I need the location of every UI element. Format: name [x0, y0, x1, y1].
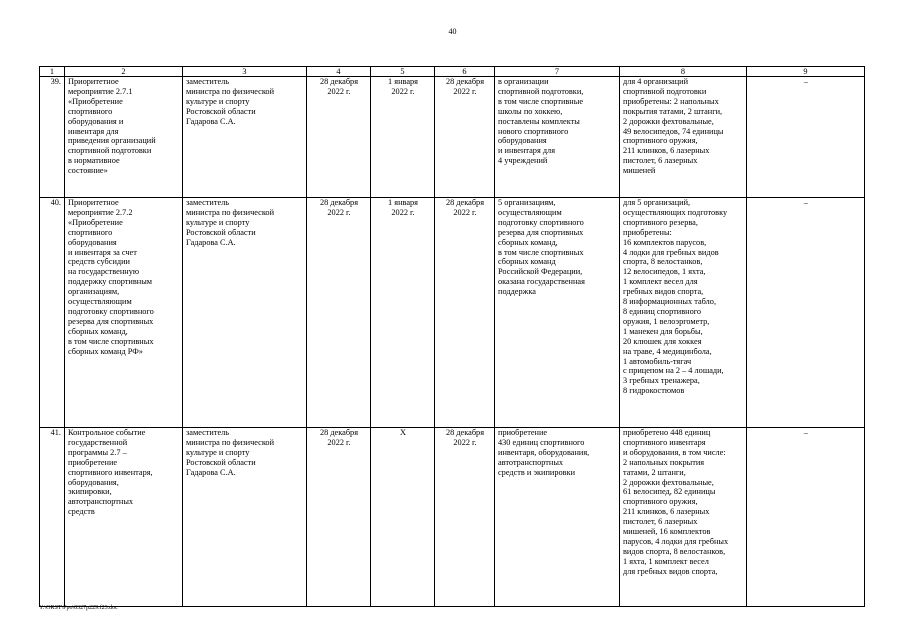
actual-result-cell — [620, 77, 747, 198]
cell-line: государственной — [68, 437, 128, 447]
cell-line: оборудования и — [68, 116, 124, 126]
cell-line: 4 учреждений — [498, 156, 548, 166]
cell-line: «Приобретение — [68, 217, 123, 227]
col-header-4: 4 — [307, 67, 371, 77]
cell-line: 2022 г. — [391, 207, 415, 217]
cell-line: 28 декабря — [319, 77, 359, 86]
responsible-cell — [183, 77, 307, 198]
cell-line: приобретение — [68, 457, 118, 467]
cell-line: спортивного резерва, — [623, 217, 698, 227]
table-row — [40, 428, 865, 607]
cell-line: состояние» — [68, 166, 108, 176]
cell-line: спортивной подготовки — [68, 146, 152, 156]
cell-line: сборных команд — [498, 257, 556, 267]
actual-result-cell — [620, 428, 747, 607]
cell-line: в организации — [498, 77, 549, 86]
cell-line: школы по хоккею, — [498, 106, 563, 116]
cell-line: видов спорта, 8 велостанков, — [623, 546, 726, 556]
cell-line: Контрольное событие — [68, 428, 146, 437]
cell-line: оказана государственная — [498, 277, 585, 287]
cell-line: 2 дорожки фехтовальные, — [623, 116, 714, 126]
cell-line: 1 января — [388, 77, 418, 86]
cell-line: Ростовской области — [186, 106, 256, 116]
table-row — [40, 198, 865, 428]
cell-line: парусов, 4 лодки для гребных — [623, 536, 729, 546]
actual-end-cell — [435, 198, 495, 428]
page-number: 40 — [448, 27, 457, 36]
column-number-row — [40, 67, 865, 77]
cell-line: 1 манекен для борьбы, — [623, 326, 703, 336]
plan-date-cell — [307, 198, 371, 428]
deviation-reason-cell: – — [747, 428, 865, 607]
cell-line: сборных команд РФ» — [68, 346, 143, 356]
cell-line: автотранспортных — [498, 457, 564, 467]
cell-line: 211 клинков, 6 лазерных — [623, 146, 710, 156]
cell-line: средств и экипировки — [498, 467, 576, 477]
planned-result-cell — [495, 198, 620, 428]
cell-line: спортивной подготовки — [623, 86, 707, 96]
cell-line: пистолет, 6 лазерных — [623, 156, 698, 166]
cell-line: министра по физической — [186, 207, 275, 217]
cell-line: 2022 г. — [327, 437, 351, 447]
col-header-9: 9 — [747, 67, 865, 77]
cell-line: спортивного оружия, — [623, 136, 698, 146]
cell-line: 28 декабря — [445, 198, 485, 207]
cell-line: 16 комплектов парусов, — [623, 237, 707, 247]
cell-line: министра по физической — [186, 437, 275, 447]
col-header-6: 6 — [435, 67, 495, 77]
cell-line: осуществляющим — [68, 297, 132, 307]
activity-name-cell — [65, 77, 183, 198]
cell-line: оборудования — [68, 237, 117, 247]
cell-line: спорта, 8 велостанков, — [623, 257, 703, 267]
cell-line: инвентаря, оборудования, — [498, 447, 590, 457]
col-header-1: 1 — [40, 67, 65, 77]
cell-line: «Приобретение — [68, 96, 123, 106]
col-header-8: 8 — [620, 67, 747, 77]
cell-line: 2 дорожки фехтовальные, — [623, 477, 714, 487]
col-header-2: 2 — [65, 67, 183, 77]
actual-start-cell — [371, 428, 435, 607]
cell-line: 2022 г. — [453, 207, 477, 217]
cell-line: 28 декабря — [445, 428, 485, 437]
cell-line: средств субсидии — [68, 257, 130, 267]
cell-line: культуре и спорту — [186, 447, 250, 457]
cell-line: заместитель — [186, 198, 230, 207]
cell-line: на государственную — [68, 267, 140, 277]
cell-line: подготовку спортивного — [498, 217, 584, 227]
row-number: 40. — [40, 198, 65, 428]
cell-line: инвентаря для — [68, 126, 119, 136]
cell-line: 2022 г. — [327, 207, 351, 217]
cell-line: нового спортивного — [498, 126, 569, 136]
cell-line: приобретение — [498, 428, 548, 437]
cell-line: программы 2.7 – — [68, 447, 127, 457]
cell-line: покрытия татами, 2 штанги, — [623, 106, 723, 116]
cell-line: спортивного инвентаря, — [68, 467, 153, 477]
cell-line: 8 гидрокостюмов — [623, 386, 685, 396]
cell-line: мишеней — [623, 166, 656, 176]
cell-line: 211 клинков, 6 лазерных — [623, 507, 710, 517]
cell-line: министра по физической — [186, 86, 275, 96]
cell-line: мишеней, 16 комплектов — [623, 527, 711, 537]
planned-result-cell — [495, 77, 620, 198]
cell-line: спортивного — [68, 106, 113, 116]
cell-line: экипировки, — [68, 487, 112, 497]
cell-line: пистолет, 6 лазерных — [623, 517, 698, 527]
responsible-cell — [183, 428, 307, 607]
cell-line: в нормативное — [68, 156, 120, 166]
cell-line: оружия, 1 велоэргометр, — [623, 316, 710, 326]
cell-line: мероприятие 2.7.2 — [68, 207, 133, 217]
row-number: 41. — [40, 428, 65, 607]
cell-line: в том числе спортивных — [68, 336, 154, 346]
cell-line: организациям, — [68, 287, 120, 297]
cell-line: спортивной подготовки, — [498, 86, 584, 96]
cell-line: Гадарова С.А. — [186, 467, 236, 477]
actual-start-cell — [371, 198, 435, 428]
cell-line: спортивного инвентаря — [623, 437, 706, 447]
col-header-3: 3 — [183, 67, 307, 77]
cell-line: приобретены: 2 напольных — [623, 96, 719, 106]
plan-date-cell — [307, 77, 371, 198]
actual-end-cell — [435, 77, 495, 198]
cell-line: резерва для спортивных — [68, 316, 154, 326]
cell-line: заместитель — [186, 428, 230, 437]
cell-line: 1 автомобиль-тягач — [623, 356, 692, 366]
cell-line: гребных видов спорта, — [623, 287, 704, 297]
cell-line: 3 гребных тренажера, — [623, 376, 700, 386]
cell-line: резерва для спортивных — [498, 227, 584, 237]
cell-line: 1 яхта, 1 комплект весел — [623, 556, 709, 566]
cell-line: 4 лодки для гребных видов — [623, 247, 719, 257]
cell-line: Ростовской области — [186, 227, 256, 237]
cell-line: Гадарова С.А. — [186, 237, 236, 247]
cell-line: 1 января — [388, 198, 418, 207]
cell-line: на траве, 4 медицинбола, — [623, 346, 712, 356]
cell-line: сборных команд, — [68, 326, 128, 336]
actual-end-cell — [435, 428, 495, 607]
cell-line: 28 декабря — [445, 77, 485, 86]
cell-line: поддержку спортивным — [68, 277, 153, 287]
cell-line: 28 декабря — [319, 428, 359, 437]
cell-line: Ростовской области — [186, 457, 256, 467]
cell-line: поддержка — [498, 287, 536, 297]
cell-line: и оборудования, в том числе: — [623, 447, 726, 457]
actual-start-cell — [371, 77, 435, 198]
plan-table — [39, 66, 865, 607]
cell-line: автотранспортных — [68, 497, 134, 507]
cell-line: Гадарова С.А. — [186, 116, 236, 126]
cell-line: 2022 г. — [327, 86, 351, 96]
cell-line: культуре и спорту — [186, 217, 250, 227]
cell-line: 2022 г. — [453, 437, 477, 447]
plan-date-cell — [307, 428, 371, 607]
cell-line: в том числе спортивных — [498, 247, 584, 257]
deviation-reason-cell: – — [747, 77, 865, 198]
cell-line: оборудования, — [68, 477, 119, 487]
cell-line: и инвентаря для — [498, 146, 556, 156]
cell-line: 8 информационных табло, — [623, 297, 717, 307]
planned-result-cell — [495, 428, 620, 607]
table-row — [40, 77, 865, 198]
deviation-reason-cell: – — [747, 198, 865, 428]
cell-line: приобретены: — [623, 227, 672, 237]
cell-line: для 4 организаций — [623, 77, 689, 86]
cell-line: осуществляющим — [498, 207, 562, 217]
cell-line: 5 организациям, — [498, 198, 556, 207]
cell-line: осуществляющих подготовку — [623, 207, 728, 217]
cell-line: 20 клюшек для хоккея — [623, 336, 702, 346]
cell-line: и инвентаря за счет — [68, 247, 137, 257]
cell-line: 12 велосипедов, 1 яхта, — [623, 267, 706, 277]
activity-name-cell — [65, 198, 183, 428]
cell-line: 2 напольных покрытия — [623, 457, 705, 467]
cell-line: для 5 организаций, — [623, 198, 691, 207]
cell-line: 28 декабря — [319, 198, 359, 207]
cell-line: Приоритетное — [68, 198, 119, 207]
cell-line: спортивного — [68, 227, 113, 237]
col-header-5: 5 — [371, 67, 435, 77]
file-path-footer: Y:\ORST\Ppo\0327p229.f23.doc — [39, 605, 118, 611]
cell-line: 2022 г. — [453, 86, 477, 96]
cell-line: культуре и спорту — [186, 96, 250, 106]
actual-result-cell — [620, 198, 747, 428]
cell-line: мероприятие 2.7.1 — [68, 86, 133, 96]
cell-line: средств — [68, 507, 95, 517]
cell-line: 8 единиц спортивного — [623, 306, 702, 316]
cell-line: татами, 2 штанги, — [623, 467, 686, 477]
cell-line: 49 велосипедов, 74 единицы — [623, 126, 724, 136]
col-header-7: 7 — [495, 67, 620, 77]
cell-line: с прицепом на 2 – 4 лошади, — [623, 366, 724, 376]
cell-line: 61 велосипед, 82 единицы — [623, 487, 716, 497]
cell-line: сборных команд, — [498, 237, 558, 247]
cell-line: 430 единиц спортивного — [498, 437, 585, 447]
cell-line: для гребных видов спорта, — [623, 566, 718, 576]
cell-line: приобретено 448 единиц — [623, 428, 711, 437]
row-number: 39. — [40, 77, 65, 198]
cell-line: Х — [400, 428, 406, 437]
cell-line: 2022 г. — [391, 86, 415, 96]
activity-name-cell — [65, 428, 183, 607]
cell-line: оборудования — [498, 136, 547, 146]
cell-line: в том числе спортивные — [498, 96, 584, 106]
cell-line: заместитель — [186, 77, 230, 86]
cell-line: Приоритетное — [68, 77, 119, 86]
cell-line: 1 комплект весел для — [623, 277, 698, 287]
cell-line: поставлены комплекты — [498, 116, 580, 126]
cell-line: подготовку спортивного — [68, 306, 154, 316]
responsible-cell — [183, 198, 307, 428]
cell-line: Российской Федерации, — [498, 267, 583, 277]
cell-line: приведения организаций — [68, 136, 156, 146]
cell-line: спортивного оружия, — [623, 497, 698, 507]
